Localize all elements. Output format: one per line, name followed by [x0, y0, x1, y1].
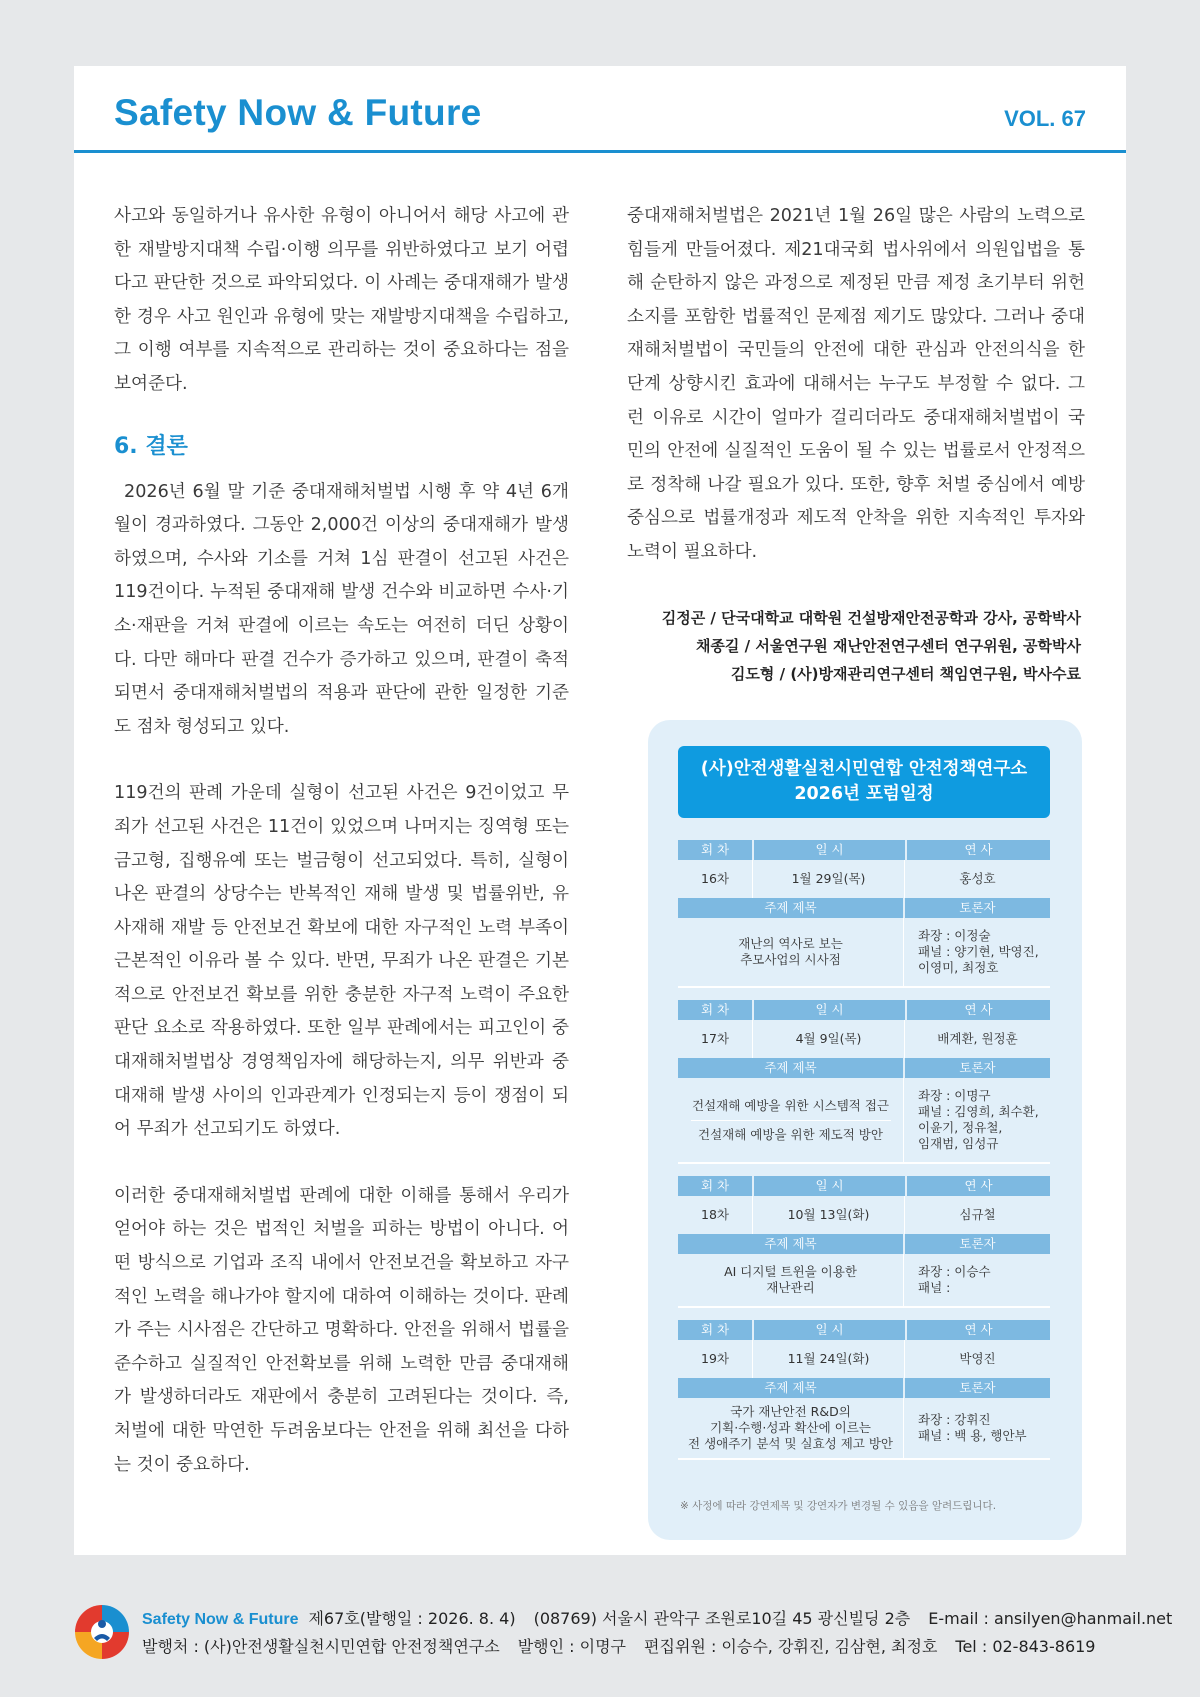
session-header-row: [678, 1176, 1050, 1196]
session-date: 1월 29일(목): [752, 860, 904, 898]
footer-address: (08769) 서울시 관악구 조원로10길 45 광신빌딩 2층: [533, 1609, 911, 1628]
session-panel-cell: [903, 918, 1050, 986]
session-topic: 재난의 역사로 보는 추모사업의 시사점: [738, 936, 843, 967]
topic-row: [678, 1078, 1050, 1164]
footer: [74, 1596, 1173, 1666]
footer-line-1: [142, 1606, 1172, 1629]
author: 김정곤 / 단국대학교 대학원 건설방재안전공학과 강사, 공학박사: [661, 609, 1081, 627]
session-round: 16차: [701, 871, 729, 886]
paragraph: 사고와 동일하거나 유사한 유형이 아니어서 해당 사고에 관한 재발방지대책 수립·이행 의무를 위반하였다고 보기 어렵다고 판단한 것으로 파악되었다. 이 사례는 중대재해가 발생한 경우 사고 원인과 유형에 맞는 재발방지대책을 수립하고, 그 이행 여부를 지속적으로 관리하는 것이 중요하다는 점을 보여준다.: [114, 206, 569, 394]
magazine-title: Safety Now & Future: [114, 92, 482, 133]
topic-header: 주제 제목: [764, 900, 817, 915]
date-header: 일 시: [752, 1320, 905, 1340]
session-panel: 좌장 : 이정술 패널 : 양기현, 박영진, 이영미, 최정호: [918, 928, 1039, 975]
session-date: 10월 13일(화): [752, 1196, 904, 1234]
schedule-title-line: 2026년 포럼일정: [794, 784, 934, 804]
session-info-row: [678, 1196, 1050, 1234]
session-topic: AI 디지털 트윈을 이용한 재난관리: [724, 1264, 857, 1295]
session-topic: 건설재해 예방을 위한 제도적 방안: [698, 1126, 883, 1142]
topic-header-row: [678, 1058, 1050, 1078]
paragraph: 중대재해처벌법은 2021년 1월 26일 많은 사람의 노력으로 힘들게 만들어졌다. 제21대국회 법사위에서 의원입법을 통해 순탄하지 않은 과정으로 제정된 만큼 제정 초기부터 위헌 소지를 포함한 법률적인 문제점 제기도 많았다. 그러나 중대재해처벌법이 국민들의 안전에 대한 관심과 안전의식을 한 단계 상향시킨 효과에 대해서는 누구도 부정할 수 없다. 그런 이유로 시간이 얼마가 걸리더라도 중대재해처벌법이 국민의 안전에 실질적인 도움이 될 수 있는 법률로서 안정적으로 정착해 나갈 필요가 있다. 또한, 향후 처벌 중심에서 예방 중심으로 법률개정과 제도적 안착을 위한 지속적인 투자와 노력이 필요하다.: [627, 206, 1085, 562]
speaker-header: 연 사: [905, 1000, 1050, 1020]
footer-issuer: 발행인 : 이명구: [517, 1637, 627, 1656]
session-panel: 좌장 : 이승수 패널 :: [918, 1264, 991, 1295]
header-rule: [74, 150, 1126, 153]
session-info-row: [678, 1340, 1050, 1378]
footer-line-2: [142, 1634, 1095, 1657]
date-header: 일 시: [752, 1176, 905, 1196]
schedule-session: [678, 840, 1050, 988]
paragraph: 119건의 판례 가운데 실형이 선고된 사건은 9건이었고 무죄가 선고된 사건은 11건이 있었으며 나머지는 징역형 또는 금고형, 집행유예 또는 벌금형이 선고되었다. 특히, 실형이 나온 판결의 상당수는 반복적인 재해 발생 및 법률위반, 유사재해 재발 등 안전보건 확보에 대한 자구적인 노력 부족이 근본적인 이유라 볼 수 있다. 반면, 무죄가 나온 판결은 기본적으로 안전보건 확보를 위한 충분한 자구적 노력이 주요한 판단 요소로 작용하였다. 또한 일부 판례에서는 피고인이 중대재해처벌법상 경영책임자에 해당하는지, 의무 위반과 중대재해 발생 사이의 인과관계가 인정되는지 등이 쟁점이 되어 무죄가 선고되기도 하였다.: [114, 783, 569, 1140]
session-topics: [678, 1398, 903, 1458]
session-speaker: 배계환, 원정훈: [904, 1020, 1050, 1058]
section-heading: 6. 결론: [114, 433, 188, 459]
footer-issue: 제67호(발행일 : 2026. 8. 4): [308, 1609, 516, 1628]
round-header: 회 차: [700, 1178, 730, 1193]
session-speaker: 박영진: [904, 1340, 1050, 1378]
schedule-session: [678, 1000, 1050, 1164]
session-topic: 국가 재난안전 R&D의 기획·수행·성과 확산에 이르는 전 생애주기 분석 및 실효성 제고 방안: [688, 1404, 893, 1451]
date-header: 일 시: [752, 1000, 905, 1020]
topic-header: 주제 제목: [764, 1060, 817, 1075]
round-header: 회 차: [700, 842, 730, 857]
topic-row: [678, 1254, 1050, 1308]
round-header: 회 차: [700, 1322, 730, 1337]
session-info-row: [678, 1020, 1050, 1058]
session-header-row: [678, 1000, 1050, 1020]
panel-header: 토론자: [903, 1058, 1050, 1078]
session-panel: 좌장 : 강휘진 패널 : 백 용, 행안부: [918, 1412, 1027, 1443]
speaker-header: 연 사: [905, 1176, 1050, 1196]
session-header-row: [678, 1320, 1050, 1340]
volume-number: VOL. 67: [1004, 106, 1086, 131]
footer-brand: Safety Now & Future: [142, 1611, 299, 1628]
schedule-title: [678, 746, 1050, 818]
footer-publisher: 발행처 : (사)안전생활실천시민연합 안전정책연구소: [142, 1637, 500, 1656]
session-panel: 좌장 : 이명구 패널 : 김영희, 최수환, 이윤기, 정유철, 임재범, 임성규: [918, 1088, 1039, 1151]
date-header: 일 시: [752, 840, 905, 860]
session-topics: [678, 1254, 903, 1306]
author: 김도형 / (사)방재관리연구센터 책임연구원, 박사수료: [730, 665, 1081, 683]
session-round: 19차: [701, 1351, 729, 1366]
schedule-table: [678, 840, 1050, 1472]
speaker-header: 연 사: [905, 840, 1050, 860]
right-column: [627, 200, 1085, 570]
session-speaker: 심규철: [904, 1196, 1050, 1234]
session-panel-cell: [903, 1254, 1050, 1306]
page: [74, 66, 1126, 1555]
topic-header: 주제 제목: [764, 1236, 817, 1251]
left-column: [114, 200, 569, 1482]
author: 채종길 / 서울연구원 재난안전연구센터 연구위원, 공학박사: [695, 637, 1081, 655]
session-round: 18차: [701, 1207, 729, 1222]
speaker-header: 연 사: [905, 1320, 1050, 1340]
session-info-row: [678, 860, 1050, 898]
paragraph: 이러한 중대재해처벌법 판례에 대한 이해를 통해서 우리가 얻어야 하는 것은 법적인 처벌을 피하는 방법이 아니다. 어떤 방식으로 기업과 조직 내에서 안전보건을 확보하고 자구적인 노력을 해나가야 할지에 대하여 이해하는 것이다. 판례가 주는 시사점은 간단하고 명확하다. 안전을 위해서 법률을 준수하고 실질적인 안전확보를 위해 노력한 만큼 중대재해가 발생하더라도 재판에서 충분히 고려된다는 것이다. 즉, 처벌에 대한 막연한 두려움보다는 안전을 위해 최선을 다하는 것이 중요하다.: [114, 1185, 569, 1475]
schedule-session: [678, 1320, 1050, 1460]
schedule-title-line: (사)안전생활실천시민연합 안전정책연구소: [700, 759, 1028, 779]
author-list: [662, 604, 1081, 688]
schedule-session: [678, 1176, 1050, 1308]
session-header-row: [678, 840, 1050, 860]
footer-email: E-mail : ansilyen@hanmail.net: [928, 1609, 1173, 1628]
paragraph: 2026년 6월 말 기준 중대재해처벌법 시행 후 약 4년 6개월이 경과하였다. 그동안 2,000건 이상의 중대재해가 발생하였으며, 수사와 기소를 거쳐 1심 판결이 선고된 사건은 119건이다. 누적된 중대재해 발생 건수와 비교하면 수사·기소·재판을 거쳐 판결에 이르는 속도는 여전히 더딘 상황이다. 다만 해마다 판결 건수가 증가하고 있으며, 판결이 축적되면서 중대재해처벌법의 적용과 판단에 관한 일정한 기준도 점차 형성되고 있다.: [114, 481, 569, 737]
footer-editors: 편집위원 : 이승수, 강휘진, 김삼현, 최정호: [644, 1637, 938, 1656]
footer-tel: Tel : 02-843-8619: [955, 1637, 1096, 1656]
session-topics: [678, 918, 903, 986]
panel-header: 토론자: [903, 898, 1050, 918]
session-topic: 건설재해 예방을 위한 시스템적 접근: [691, 1097, 890, 1113]
session-date: 4월 9일(목): [752, 1020, 904, 1058]
schedule-note: ※ 사정에 따라 강연제목 및 강연자가 변경될 수 있음을 알려드립니다.: [680, 1500, 997, 1512]
round-header: 회 차: [700, 1002, 730, 1017]
topic-row: [678, 918, 1050, 988]
session-speaker: 홍성호: [904, 860, 1050, 898]
session-topics: [678, 1078, 903, 1162]
topic-header-row: [678, 898, 1050, 918]
topic-header-row: [678, 1378, 1050, 1398]
forum-schedule-box: [648, 720, 1082, 1540]
topic-header: 주제 제목: [764, 1380, 817, 1395]
session-date: 11월 24일(화): [752, 1340, 904, 1378]
session-panel-cell: [903, 1078, 1050, 1162]
session-round: 17차: [701, 1031, 729, 1046]
organization-logo-icon: [74, 1604, 130, 1660]
session-panel-cell: [903, 1398, 1050, 1458]
topic-header-row: [678, 1234, 1050, 1254]
panel-header: 토론자: [903, 1378, 1050, 1398]
topic-row: [678, 1398, 1050, 1460]
panel-header: 토론자: [903, 1234, 1050, 1254]
